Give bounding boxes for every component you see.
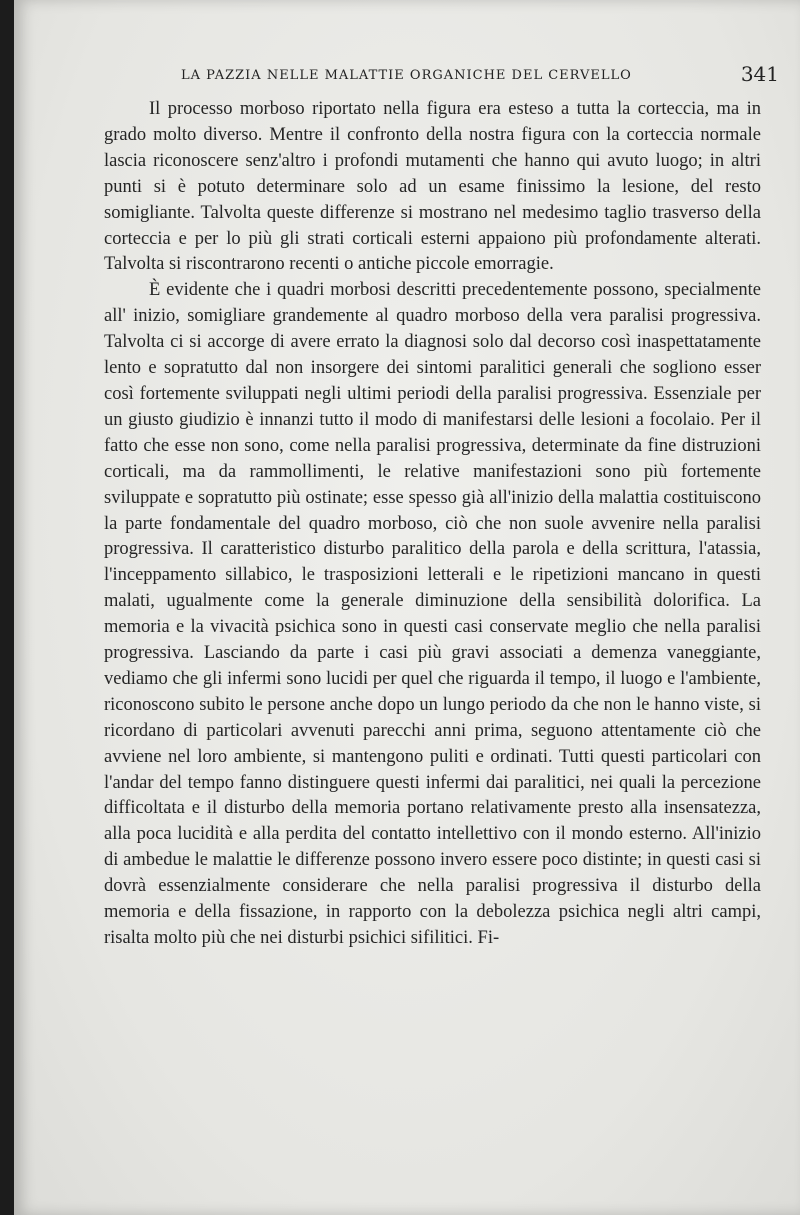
running-title: LA PAZZIA NELLE MALATTIE ORGANICHE DEL CERVELLO <box>181 68 632 83</box>
page-number: 341 <box>740 62 779 86</box>
paragraph: È evidente che i quadri morbosi descritti precedentemente possono, specialmente all' inizio, somigliare grandemente al quadro morboso della vera paralisi progressiva. Talvolta ci si accorge di avere errato la diagnosi solo dal decorso così inaspettatamente lento e sopratutto dal non insorgere dei sintomi paralitici generali che sogliono esser così fortemente sviluppati negli ultimi periodi della paralisi progressiva. Essenziale per un giusto giudizio è innanzi tutto il modo di manifestarsi delle lesioni a focolaio. Per il fatto che esse non sono, come nella paralisi progressiva, determinate da fine distruzioni corticali, ma da rammollimenti, le relative manifestazioni sono più fortemente sviluppate e sopratutto più ostinate; esse spesso già all'inizio della malattia costituiscono la parte fondamentale del quadro morboso, ciò che non suole avvenire nella paralisi progressiva. Il caratteristico disturbo paralitico della parola e della scrittura, l'atassia, l'inceppamento sillabico, le trasposizioni letterali e le ripetizioni mancano in questi malati, ugualmente come la generale diminuzione della sensibilità dolorifica. La memoria e la vivacità psichica sono in questi casi conservate meglio che nella paralisi progressiva. Lasciando da parte i casi più gravi associati a demenza vaneggiante, vediamo che gli infermi sono lucidi per quel che riguarda il tempo, il luogo e l'ambiente, riconoscono subito le persone anche dopo un lungo periodo da che non le hanno viste, si ricordano di particolari avvenuti parecchi anni prima, seguono attentamente ciò che avviene nel loro ambiente, si mantengono puliti e ordinati. Tutti questi particolari con l'andar del tempo fanno distinguere questi infermi dai paralitici, nei quali la percezione difficoltata e il disturbo della memoria portano relativamente presto alla insensatezza, alla poca lucidità e alla perdita del contatto intellettivo con il mondo esterno. All'inizio di ambedue le malattie le differenze possono invero essere poco distinte; in questi casi si dovrà essenzialmente considerare che nella paralisi progressiva il disturbo della memoria e della fissazione, in rapporto con la debolezza psichica negli altri campi, risalta molto più che nei disturbi psichici sifilitici. Fi- <box>104 280 761 948</box>
book-page <box>14 0 800 1215</box>
body-text <box>104 97 761 952</box>
paragraph: Il processo morboso riportato nella figura era esteso a tutta la corteccia, ma in grado molto diverso. Mentre il confronto della nostra figura con la corteccia normale lascia riconoscere senz'altro i profondi mutamenti che hanno qui avuto luogo; in altri punti si è potuto determinare solo ad un esame finissimo la lesione, del resto somigliante. Talvolta queste differenze si mostrano nel medesimo taglio trasverso della corteccia e per lo più gli strati corticali esterni appaiono più profondamente alterati. Talvolta si riscontrarono recenti o antiche piccole emorragie. <box>104 99 761 275</box>
running-head <box>181 62 787 90</box>
